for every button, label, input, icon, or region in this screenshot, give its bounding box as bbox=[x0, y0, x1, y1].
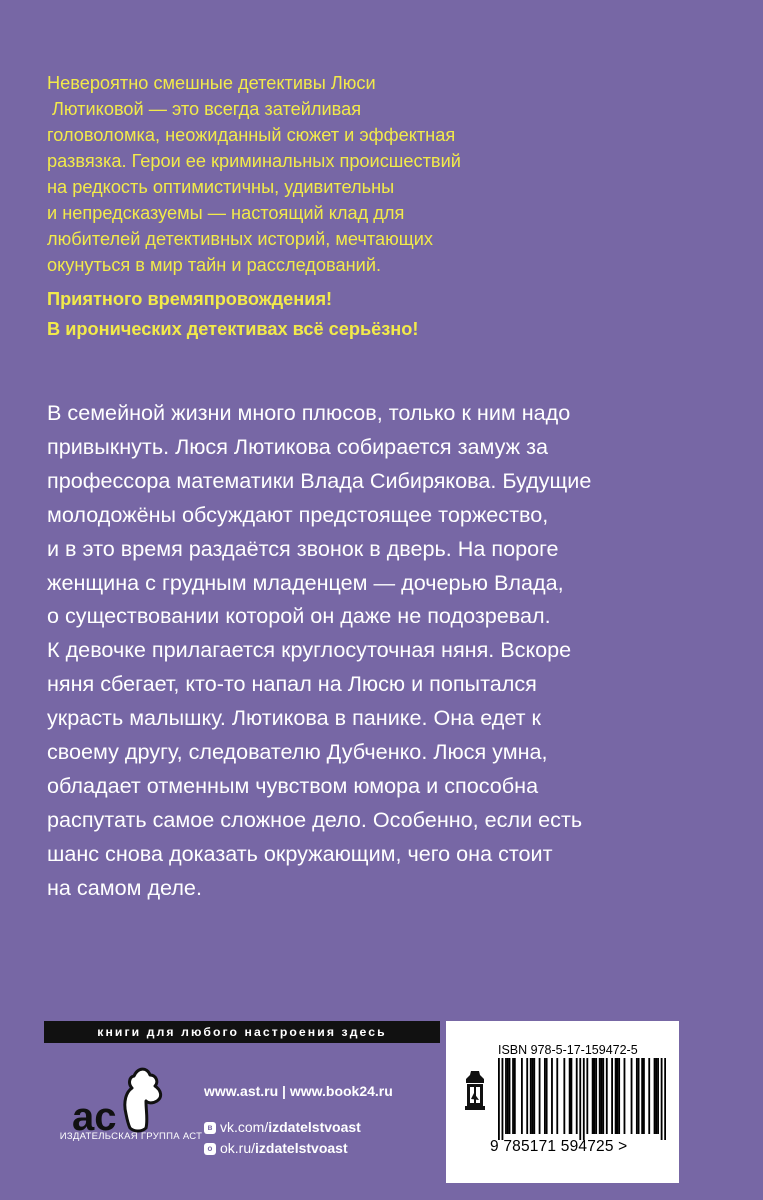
teaser-line: и непредсказуемы — настоящий клад для bbox=[47, 203, 405, 223]
teaser-line: Невероятно смешные детективы Люси bbox=[47, 73, 376, 93]
barcode-digits: 9 785171 594725 > bbox=[490, 1138, 628, 1155]
annotation-line: женщина с грудным младенцем — дочерью Влада, bbox=[47, 569, 564, 595]
barcode-bar bbox=[593, 1058, 595, 1134]
barcode-bar bbox=[631, 1058, 633, 1134]
barcode-bar bbox=[539, 1058, 541, 1134]
barcode-bar bbox=[526, 1058, 528, 1134]
barcode-bar bbox=[654, 1058, 656, 1134]
vk-link[interactable] bbox=[204, 1117, 393, 1138]
barcode-bar bbox=[599, 1058, 601, 1134]
slogan-bar: книги для любого настроения здесь bbox=[44, 1021, 440, 1043]
barcode-bar bbox=[509, 1058, 511, 1134]
annotation-line: шанс снова доказать окружающим, чего она стоит bbox=[47, 840, 553, 866]
barcode-bar bbox=[579, 1058, 581, 1140]
barcode-bar bbox=[583, 1058, 585, 1140]
annotation-line: и в это время раздаётся звонок в дверь. На пороге bbox=[47, 535, 559, 561]
barcode-bar bbox=[643, 1058, 645, 1134]
ok-prefix: ok.ru/ bbox=[220, 1140, 256, 1156]
barcode-bar bbox=[648, 1058, 650, 1134]
teaser-line: окунуться в мир тайн и расследований. bbox=[47, 255, 382, 275]
teaser-block bbox=[47, 70, 507, 342]
barcode-bar bbox=[657, 1058, 659, 1134]
teaser-line: любителей детективных историй, мечтающих bbox=[47, 229, 433, 249]
ast-logo-letters: ас bbox=[72, 1095, 117, 1139]
barcode-bar bbox=[530, 1058, 532, 1134]
barcode-bar bbox=[664, 1058, 666, 1140]
website-links[interactable]: www.ast.ru | www.book24.ru bbox=[204, 1083, 393, 1099]
annotation-line: украсть малышку. Лютикова в панике. Она едет к bbox=[47, 705, 541, 731]
annotation-line: молодожёны обсуждают предстоящее торжество, bbox=[47, 501, 549, 527]
ast-logo bbox=[62, 1056, 202, 1166]
annotation-line: профессора математики Влада Сибирякова. Будущие bbox=[47, 467, 592, 493]
barcode-bar bbox=[546, 1058, 548, 1134]
barcode-bar bbox=[595, 1058, 597, 1134]
vk-icon: в bbox=[204, 1122, 216, 1134]
ok-handle: izdatelstvoast bbox=[255, 1140, 348, 1156]
barcode-bar bbox=[641, 1058, 643, 1134]
teaser-line: развязка. Герои ее криминальных происшествий bbox=[47, 151, 461, 171]
publisher-name: ИЗДАТЕЛЬСКАЯ ГРУППА АСТ bbox=[59, 1131, 203, 1142]
barcode-bar bbox=[618, 1058, 620, 1134]
barcode-bar bbox=[551, 1058, 553, 1134]
annotation-line: на самом деле. bbox=[47, 874, 202, 900]
ok-icon: о bbox=[204, 1143, 216, 1155]
annotation-line: привыкнуть. Люся Лютикова собирается замуж за bbox=[47, 433, 549, 459]
barcode-bar bbox=[576, 1058, 578, 1134]
annotation-line: распутать самое сложное дело. Особенно, если есть bbox=[47, 806, 583, 832]
book-annotation bbox=[47, 396, 647, 905]
barcode-bar bbox=[569, 1058, 571, 1134]
annotation-line: няня сбегает, кто-то напал на Люсю и попытался bbox=[47, 671, 537, 697]
annotation-line: В семейной жизни много плюсов, только к ним надо bbox=[47, 400, 571, 425]
annotation-line: обладает отменным чувством юмора и способна bbox=[47, 772, 539, 798]
teaser-line: Лютиковой — это всегда затейливая bbox=[52, 99, 362, 119]
barcode-bar bbox=[556, 1058, 558, 1134]
barcode-bar bbox=[615, 1058, 617, 1134]
annotation-line: К девочке прилагается круглосуточная няня. Вскоре bbox=[47, 637, 572, 663]
teaser-tagline: В иронических детективах всё серьёзно! bbox=[47, 319, 419, 339]
barcode-bar bbox=[571, 1058, 573, 1134]
barcode-bar bbox=[505, 1058, 507, 1134]
barcode-bar bbox=[638, 1058, 640, 1134]
barcode-bar bbox=[533, 1058, 535, 1134]
barcode-bar bbox=[514, 1058, 516, 1134]
barcode-bar bbox=[502, 1058, 504, 1140]
vk-prefix: vk.com/ bbox=[220, 1119, 269, 1135]
barcode-bar bbox=[606, 1058, 608, 1134]
barcode-bar bbox=[636, 1058, 638, 1134]
barcode-bar bbox=[498, 1058, 500, 1140]
annotation-line: о существовании которой он даже не подозревал. bbox=[47, 603, 551, 629]
barcode-bar bbox=[563, 1058, 565, 1134]
barcode bbox=[498, 1058, 666, 1140]
ast-logo-figure bbox=[125, 1069, 161, 1131]
teaser-tagline: Приятного времяпровождения! bbox=[47, 289, 333, 309]
barcode-bar bbox=[602, 1058, 604, 1134]
barcode-bar bbox=[655, 1058, 657, 1134]
publisher-links bbox=[204, 1081, 393, 1159]
barcode-bar bbox=[507, 1058, 509, 1134]
barcode-bar bbox=[544, 1058, 546, 1134]
barcode-bar bbox=[601, 1058, 603, 1134]
vk-handle: izdatelstvoast bbox=[268, 1119, 361, 1135]
barcode-bar bbox=[611, 1058, 613, 1134]
barcode-bar bbox=[661, 1058, 663, 1140]
barcode-bar bbox=[586, 1058, 588, 1134]
lantern-icon bbox=[462, 1069, 488, 1113]
barcode-bar bbox=[592, 1058, 594, 1134]
isbn-text: ISBN 978-5-17-159472-5 bbox=[498, 1043, 638, 1057]
barcode-bar bbox=[532, 1058, 534, 1134]
barcode-bar bbox=[521, 1058, 523, 1134]
barcode-bar bbox=[624, 1058, 626, 1134]
barcode-bar bbox=[512, 1058, 514, 1134]
teaser-line: на редкость оптимистичны, удивительны bbox=[47, 177, 395, 197]
annotation-line: своему другу, следователю Дубченко. Люся умна, bbox=[47, 739, 548, 765]
ok-link[interactable] bbox=[204, 1138, 393, 1159]
teaser-line: головоломка, неожиданный сюжет и эффектная bbox=[47, 125, 456, 145]
barcode-bar bbox=[616, 1058, 618, 1134]
barcode-box bbox=[446, 1021, 679, 1183]
